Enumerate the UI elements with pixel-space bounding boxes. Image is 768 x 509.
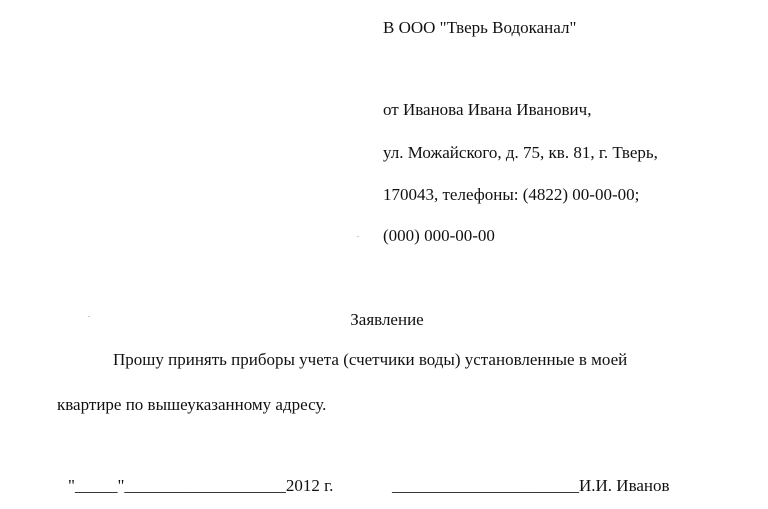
body-text-line: квартире по вышеуказанному адресу. xyxy=(57,395,327,414)
document-title: Заявление xyxy=(350,310,424,329)
recipient-line: В ООО "Тверь Водоканал" xyxy=(383,18,577,37)
sender-phone-line: 170043, телефоны: (4822) 00-00-00; xyxy=(383,185,640,204)
sender-name-line: от Иванова Ивана Иванович, xyxy=(383,100,592,119)
scan-speck xyxy=(357,236,359,237)
sender-phone-line-2: (000) 000-00-00 xyxy=(383,226,495,245)
sender-address-line: ул. Можайского, д. 75, кв. 81, г. Тверь, xyxy=(383,143,658,162)
body-text-line: Прошу принять приборы учета (счетчики воды) установленные в моей xyxy=(113,350,628,369)
signature-line: ______________________И.И. Иванов xyxy=(392,476,670,495)
date-line: "_____"___________________2012 г. xyxy=(68,476,334,495)
scan-speck xyxy=(88,316,90,317)
